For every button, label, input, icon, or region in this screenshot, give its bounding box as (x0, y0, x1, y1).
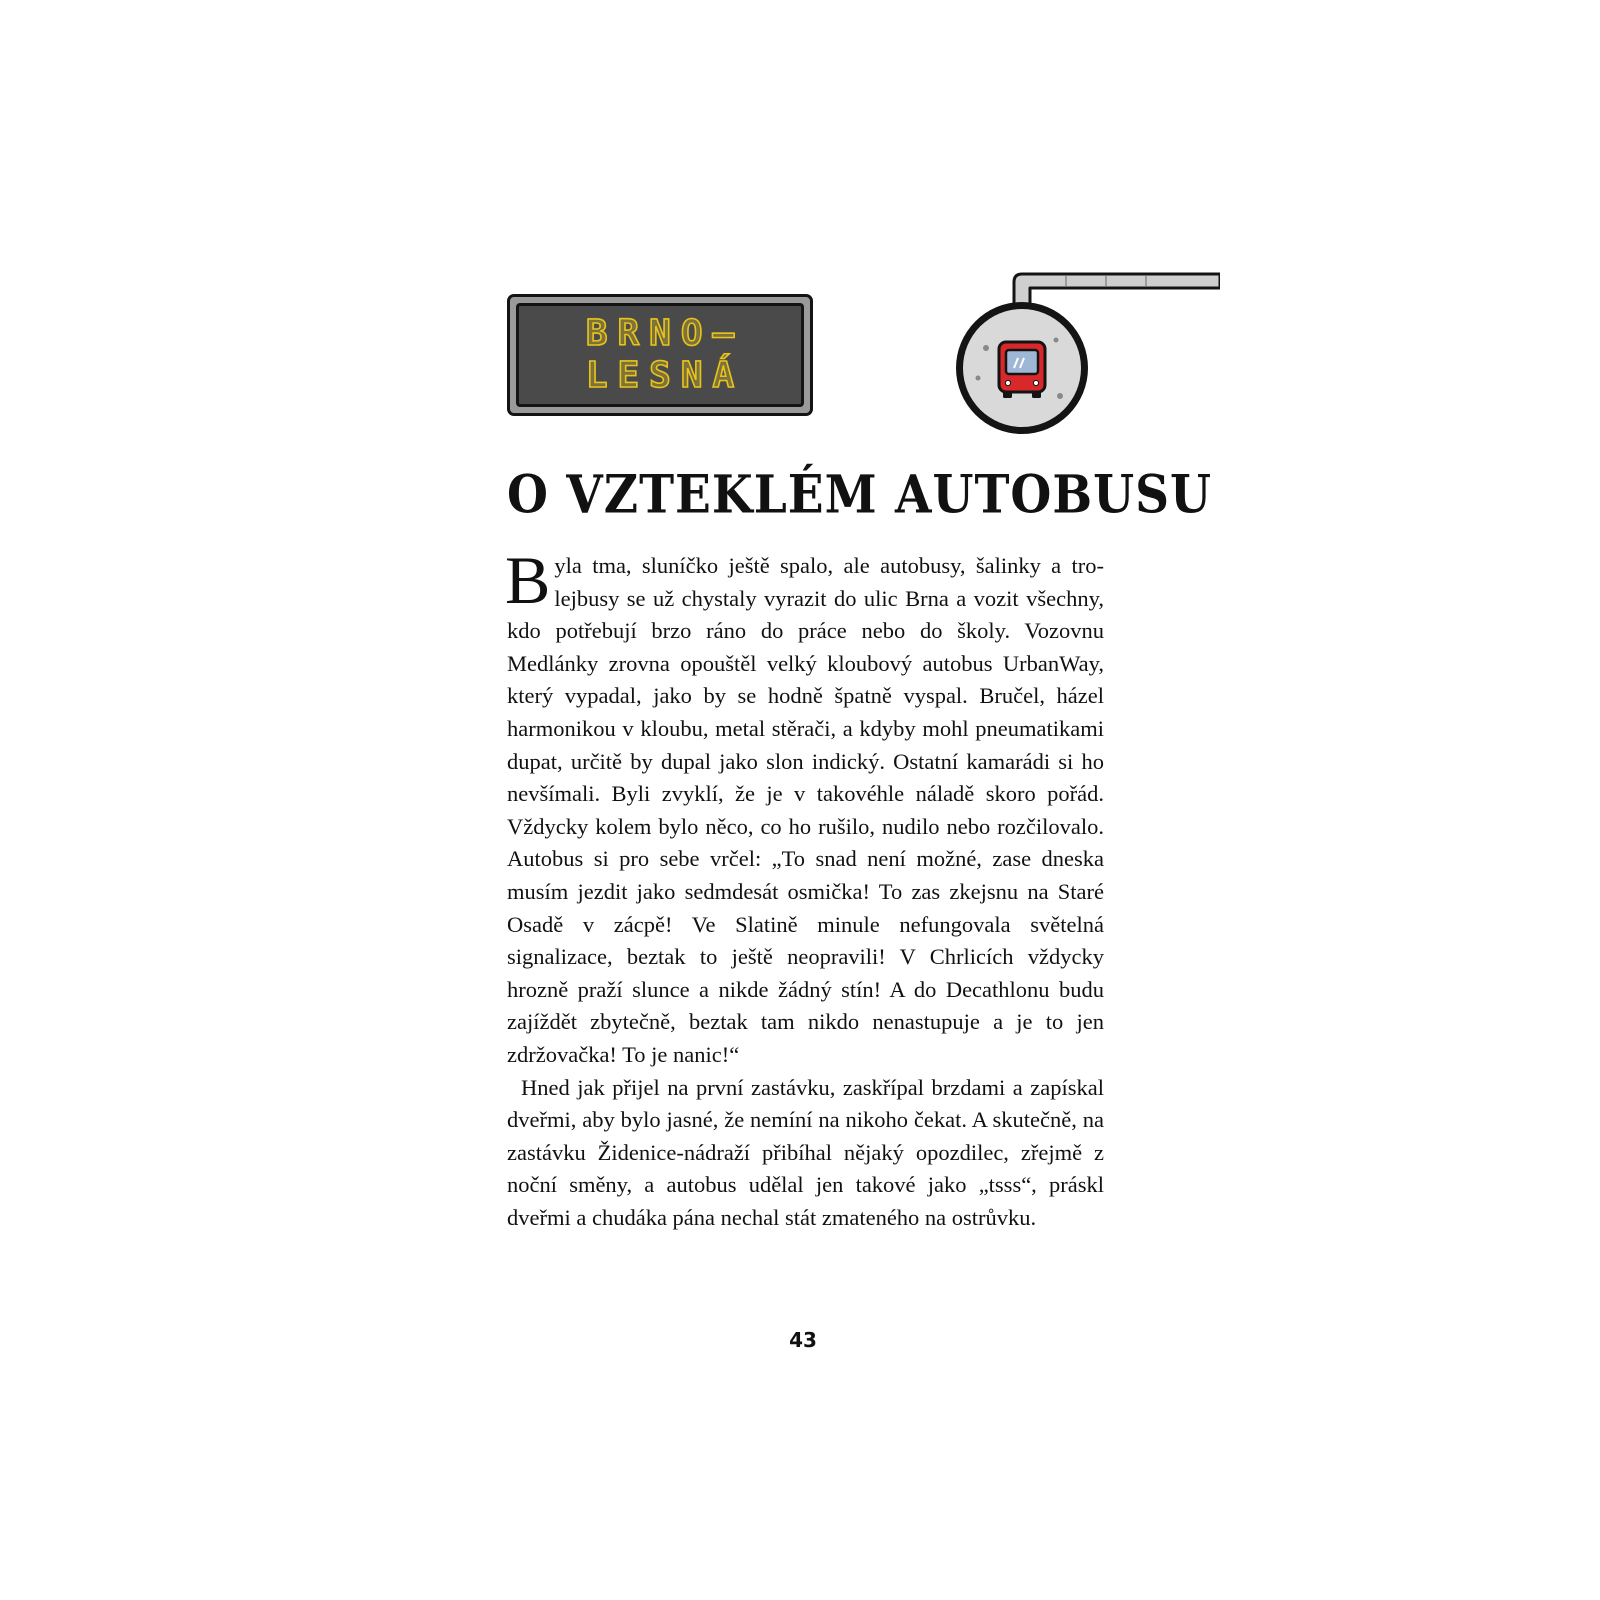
drop-cap: B (505, 542, 551, 618)
bus-stop-sign-icon (956, 268, 1220, 448)
paragraph-1 (505, 542, 1104, 1072)
page-number: 43 (789, 1328, 817, 1352)
chapter-title: O VZTEKLÉM AUTOBUSU (507, 464, 1212, 526)
destination-sign (507, 294, 813, 416)
paragraph-2: Hned jak přijel na první zastávku, zaskřípal brzdami a zapískal dveřmi, aby bylo jasné, že nemíní na nikoho čekat. A skutečně, na zastávku Židenice-nádraží přibíhal nějaký opozdilec, zřejmě z noční směny, a autobus udělal jen takové jako „tsss“, práskl dveřmi a chudáka pána nechal stát zmateného na ostrůvku. (507, 1074, 1104, 1230)
destination-sign-line-2: LESNÁ (585, 355, 745, 396)
chapter-body (505, 542, 1104, 1234)
bus-icon (999, 342, 1045, 398)
paragraph-1-text: yla tma, sluníčko ještě spalo, ale autobusy, šalinky a trolejbusy se už chystaly vyrazit do ulic Brna a vozit všechny, kdo potřebují brzo ráno do práce nebo do školy. Vozovnu Medlánky zrovna opouštěl velký kloubový autobus UrbanWay, který vypadal, jako by se hodně špatně vyspal. Bručel, házel harmonikou v kloubu, metal stěrači, a kdyby mohl pneumatikami dupat, určitě by dupal jako slon indický. Ostatní kamarádi si ho nevšímali. Byli zvyklí, že je v takovéhle náladě skoro pořád. Vždycky kolem bylo něco, co ho rušilo, nudilo nebo rozčilovalo. Autobus si pro sebe vrčel: „To snad není možné, zase dneska musím jezdit jako sedmdesát osmička! To zas zkejsnu na Staré Osadě v zácpě! Ve Slatině minule nefungovala světelná signalizace, beztak to ještě neopravili! V Chrlicích vždycky hrozně praží slunce a nikde žádný stín! A do Decathlonu budu zajíždět zbytečně, beztak tam nikdo nenastupuje a je to jen zdržovačka! To je nanic!“ (507, 553, 1104, 1067)
destination-sign-line-1: BRNO– (585, 313, 745, 354)
destination-sign-display (516, 303, 804, 407)
